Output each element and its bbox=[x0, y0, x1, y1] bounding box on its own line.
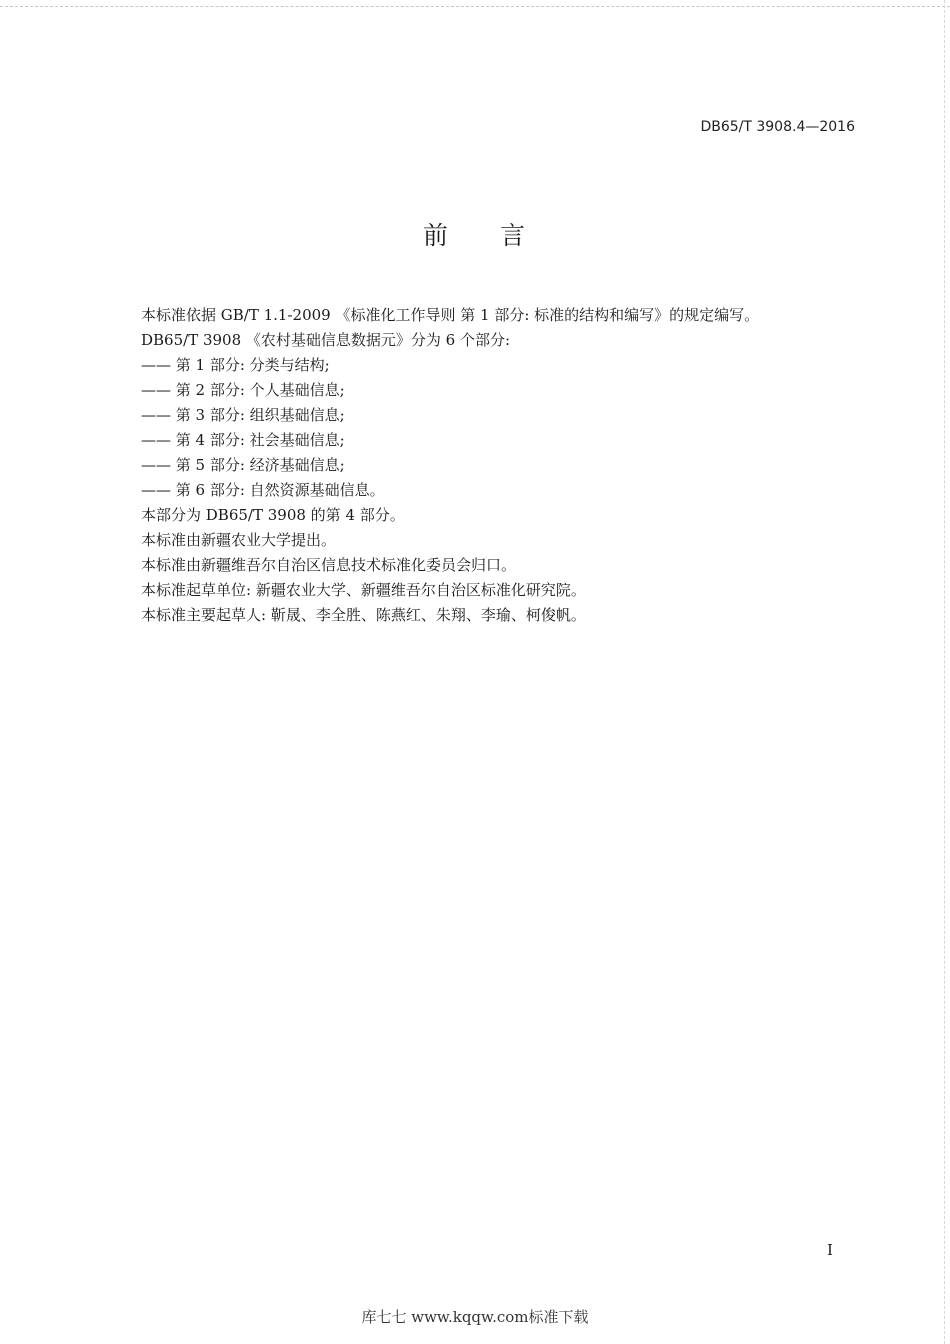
footer-watermark: 库七七 www.kqqw.com标准下载 bbox=[361, 1308, 589, 1326]
page-title bbox=[0, 216, 950, 252]
foreword-line: 本标准由新疆维吾尔自治区信息技术标准化委员会归口。 bbox=[141, 556, 517, 574]
foreword-line: DB65/T 3908 《农村基础信息数据元》分为 6 个部分: bbox=[141, 331, 511, 349]
document-code: DB65/T 3908.4—2016 bbox=[700, 119, 855, 135]
part-list-item: —— 第 3 部分: 组织基础信息; bbox=[141, 406, 345, 424]
part-list-item: —— 第 4 部分: 社会基础信息; bbox=[141, 431, 345, 449]
foreword-body bbox=[141, 303, 861, 628]
title-char-1: 前 bbox=[422, 221, 450, 250]
page-number: I bbox=[827, 1241, 833, 1259]
part-list-item: —— 第 6 部分: 自然资源基础信息。 bbox=[141, 481, 385, 499]
foreword-line: 本标准由新疆农业大学提出。 bbox=[141, 531, 337, 549]
foreword-line: 本标准依据 GB/T 1.1-2009 《标准化工作导则 第 1 部分: 标准的结构和编写》的规定编写。 bbox=[141, 306, 760, 324]
foreword-line: 本标准起草单位: 新疆农业大学、新疆维吾尔自治区标准化研究院。 bbox=[141, 581, 586, 599]
scan-border-right bbox=[944, 0, 946, 1344]
foreword-line: 本部分为 DB65/T 3908 的第 4 部分。 bbox=[141, 506, 405, 524]
scan-border-top bbox=[0, 0, 950, 7]
part-list-item: —— 第 2 部分: 个人基础信息; bbox=[141, 381, 345, 399]
part-list-item: —— 第 1 部分: 分类与结构; bbox=[141, 356, 330, 374]
title-char-2: 言 bbox=[500, 221, 528, 250]
part-list-item: —— 第 5 部分: 经济基础信息; bbox=[141, 456, 345, 474]
foreword-line: 本标准主要起草人: 靳晟、李全胜、陈燕红、朱翔、李瑜、柯俊帆。 bbox=[141, 606, 586, 624]
